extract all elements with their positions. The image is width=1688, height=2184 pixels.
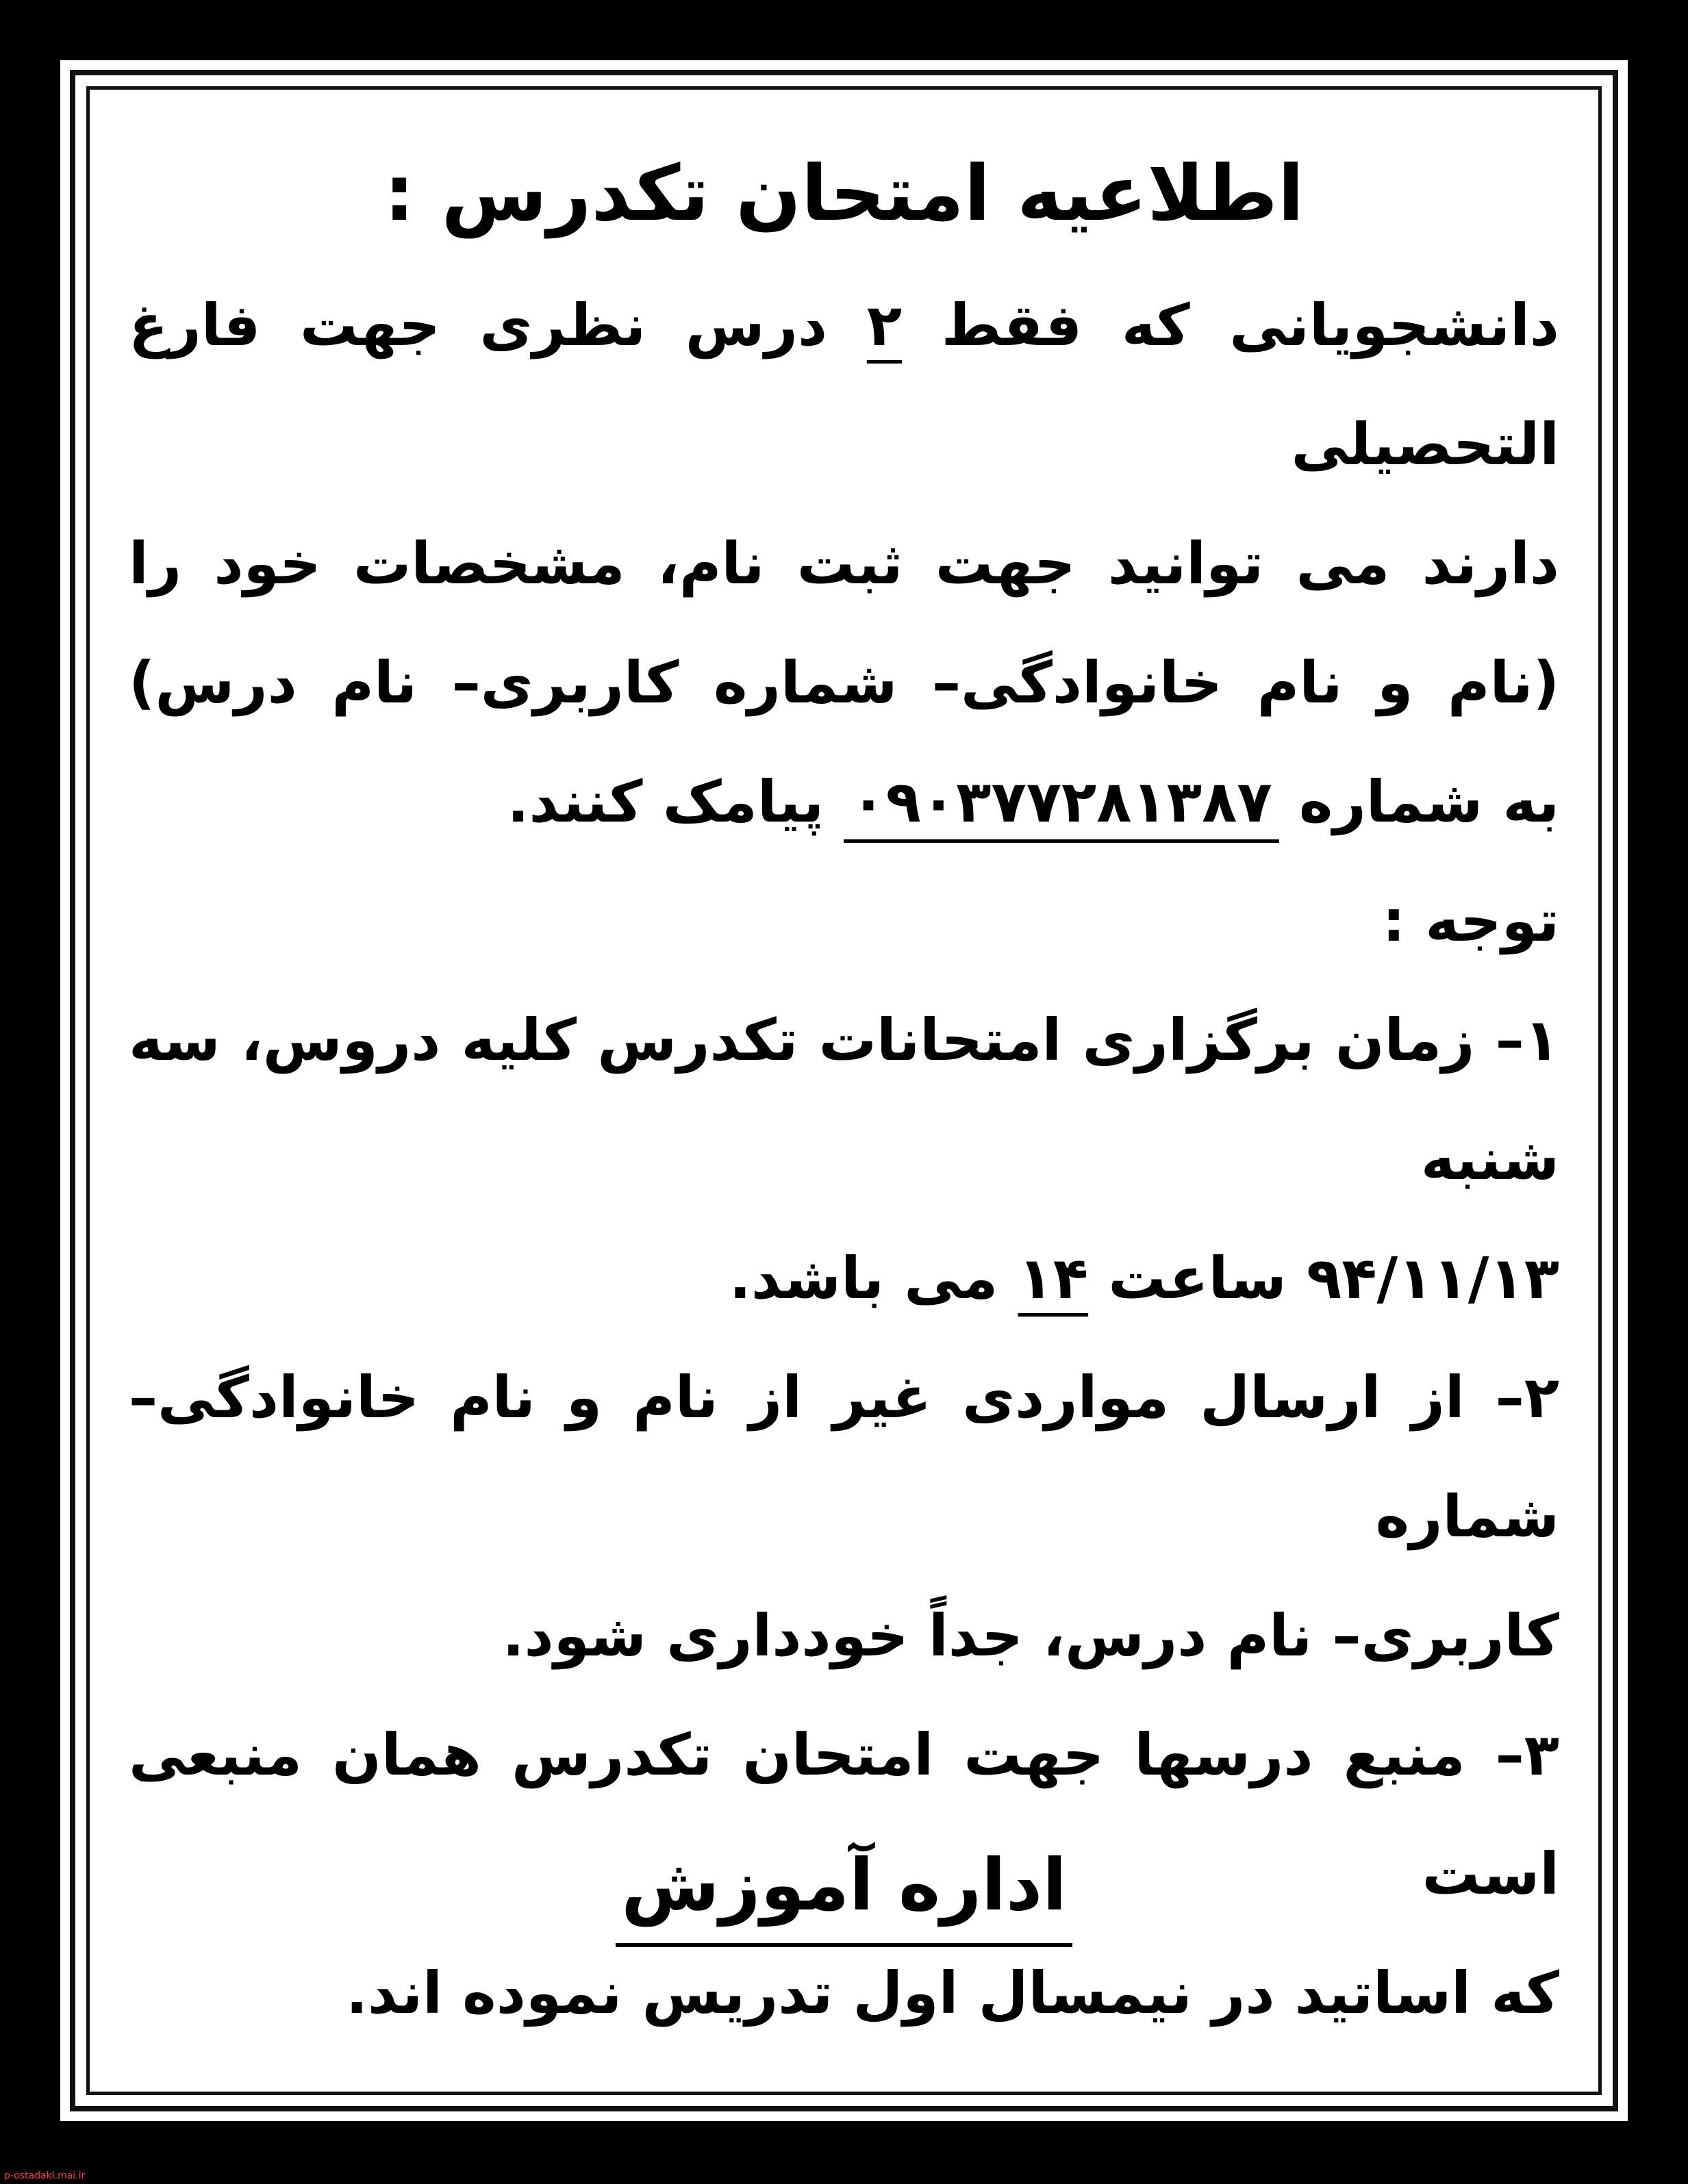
note-heading: توجه :: [1382, 887, 1559, 954]
note-item-3-line-1: ۳– منبع درسها جهت امتحان تکدرس همان منبعی است: [129, 1721, 1559, 1907]
exam-date-text: ۹۴/۱۱/۱۳ ساعت: [1088, 1245, 1559, 1312]
notice-content: [129, 136, 1559, 2053]
registration-line-2: دارند می توانید جهت ثبت نام، مشخصات خود را: [129, 530, 1559, 597]
registration-text-b: درس نظری جهت فارغ التحصیلی: [129, 292, 1559, 478]
sms-phone-number: ۰۹۰۳۷۷۲۸۱۳۸۷: [844, 764, 1278, 843]
exam-hour: ۱۴: [1018, 1245, 1089, 1312]
registration-text-c: به شماره: [1278, 768, 1559, 835]
notice-page: [60, 60, 1628, 2121]
signature-block: [60, 1833, 1628, 1947]
notice-title: اطلاعیه امتحان تکدرس :: [383, 149, 1305, 238]
registration-text-a: دانشجویانی که فقط: [902, 292, 1559, 359]
registration-line-4: [129, 742, 1559, 861]
note-item-2-line-1: ۲– از ارسال مواردی غیر از نام و نام خانوادگی– شماره: [129, 1364, 1559, 1550]
registration-text-d: پیامک کنند.: [507, 768, 844, 835]
site-watermark: p-ostadakl.mai.ir: [4, 2170, 86, 2181]
note-item-3-line-2: که اساتید در نیمسال اول تدریس نموده اند.: [346, 1959, 1559, 2027]
course-count: ۲: [866, 292, 903, 359]
signature-office-name: اداره آموزش: [616, 1833, 1072, 1947]
registration-line-1: [129, 266, 1559, 504]
registration-line-3: (نام و نام خانوادگی– شماره کاربری– نام درس): [129, 649, 1559, 716]
exam-date-suffix: می باشد.: [729, 1245, 1018, 1312]
note-item-1: [129, 980, 1559, 1338]
registration-paragraph: [129, 266, 1559, 861]
note-item-1-line-1: ۱– زمان برگزاری امتحانات تکدرس کلیه دروس، سه شنبه: [129, 1006, 1559, 1193]
note-item-2: [129, 1338, 1559, 1695]
note-item-2-line-2: کاربری– نام درس، جداً خودداری شود.: [502, 1602, 1559, 1669]
note-item-1-line-2: [129, 1219, 1559, 1338]
